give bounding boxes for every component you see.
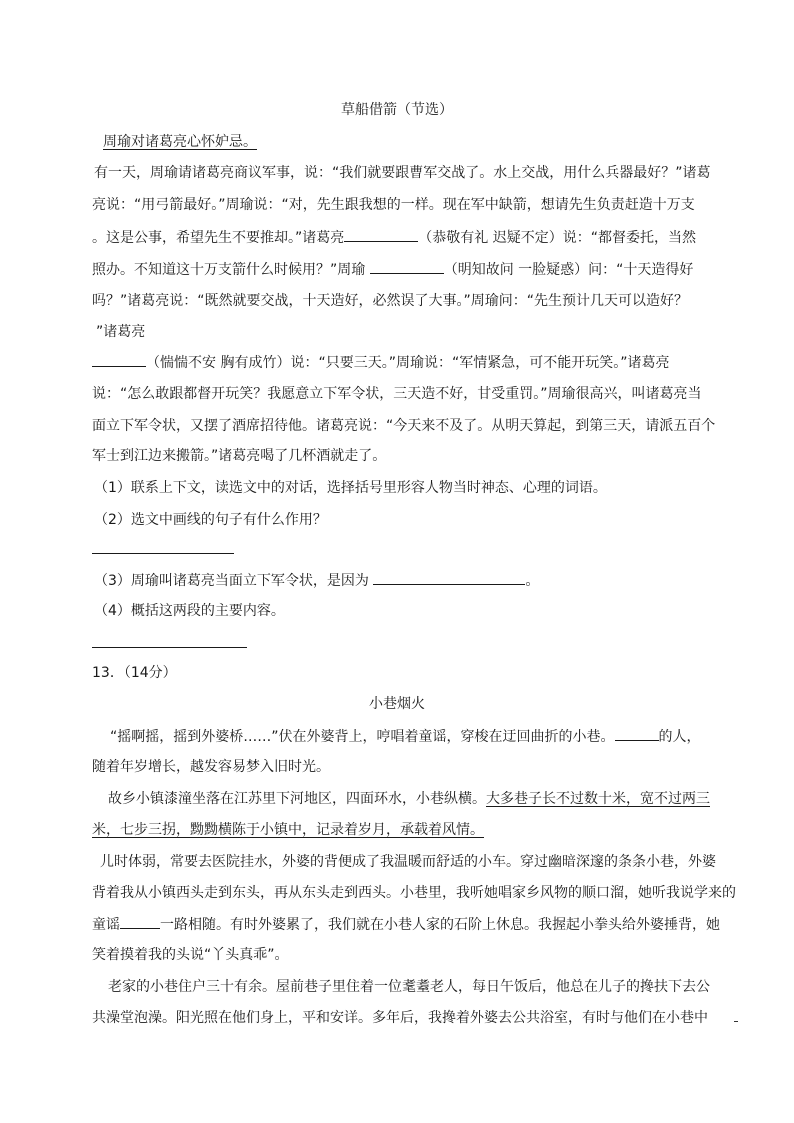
passage-line-1: 有一天，周瑜请诸葛亮商议军事，说：“我们就要跟曹军交战了。水上交战，用什么兵器最好？”诸葛 (94, 165, 711, 181)
article-p3-line-3-text: 童谣 (92, 917, 120, 933)
article-p1-line-1-end: 的人， (658, 729, 701, 745)
passage-line-2: 亮说：“用弓箭最好。”周瑜说：“对，先生跟我想的一样。现在军中缺箭，想请先生负责赶造十万支 (92, 197, 695, 213)
passage-title: 草船借箭（节选） (341, 102, 453, 118)
question-13-number: 13．（14分） (92, 665, 177, 681)
answer-blank-3[interactable] (92, 352, 146, 367)
question-1: （1）联系上下文，读选文中的对话，选择括号里形容人物当时神态、心理的词语。 (94, 480, 607, 496)
passage-line-8: 说：“怎么敢跟都督开玩笑？我愿意立下军令状，三天造不好，甘受重罚。”周瑜很高兴，叫诸葛亮当 (92, 386, 702, 402)
answer-blank-5[interactable] (120, 914, 160, 929)
article-p4-line-2: 共澡堂泡澡。阳光照在他们身上，平和安详。多年后，我搀着外婆去公共浴室，有时与他们在小巷中 (92, 1010, 708, 1026)
page-mark (734, 1021, 738, 1022)
article-title: 小巷烟火 (369, 696, 425, 712)
passage-line-4 (92, 259, 693, 280)
passage-line-3 (92, 227, 696, 248)
article-p3-line-3 (92, 914, 720, 935)
answer-blank-q3[interactable] (373, 570, 525, 585)
article-p1-line-1 (110, 726, 701, 747)
article-p1-line-2: 随着年岁增长，越发容易梦入旧时光。 (92, 759, 330, 775)
answer-blank-2[interactable] (370, 259, 444, 274)
passage-line-7-after: （惴惴不安 胸有成竹）说：“只要三天。”周瑜说：“军情紧急，可不能开玩笑。”诸葛亮 (146, 355, 670, 371)
article-p2-line-1-plain: 故乡小镇漆潼坐落在江苏里下河地区，四面环水，小巷纵横。 (108, 791, 486, 807)
passage-line-4-after: （明知故问 一脸疑惑）问：“十天造得好 (443, 262, 694, 278)
passage-line-3-before: 。这是公事，希望先生不要推却。”诸葛亮 (92, 230, 345, 246)
question-4: （4）概括这两段的主要内容。 (94, 603, 285, 619)
underlined-passage-part-1: 大多巷子长不过数十米，宽不过两三 (486, 791, 710, 807)
article-p3-line-2: 背着我从小镇西头走到东头，再从东头走到西头。小巷里，我听她唱家乡风物的顺口溜，她听我说学来的 (92, 885, 736, 901)
passage-line-3-after: （恭敬有礼 迟疑不定）说：“都督委托，当然 (418, 230, 696, 246)
question-3 (94, 570, 539, 591)
answer-line-q4[interactable] (92, 647, 247, 648)
article-p1-line-1-text: “摇啊摇，摇到外婆桥……”伏在外婆背上，哼唱着童谣，穿梭在迂回曲折的小巷。 (110, 729, 615, 745)
passage-line-5: 吗？”诸葛亮说：“既然就要交战，十天造好，必然误了大事。”周瑜问：“先生预计几天可以造好？ (92, 293, 689, 309)
answer-line-q2[interactable] (92, 553, 234, 554)
article-p2-line-1 (108, 789, 710, 809)
article-p3-line-1: 儿时体弱，常要去医院挂水，外婆的背便成了我温暖而舒适的小车。穿过幽暗深邃的条条小巷，外婆 (100, 854, 716, 870)
question-3-text: （3）周瑜叫诸葛亮当面立下军令状，是因为 (94, 573, 374, 589)
passage-line-7 (92, 352, 669, 373)
question-3-end: 。 (525, 573, 540, 589)
underlined-sentence: 周瑜对诸葛亮心怀妒忌。 (103, 134, 257, 150)
passage-line-6: ”诸葛亮 (96, 324, 146, 340)
answer-blank-4[interactable] (615, 726, 659, 741)
passage-line-9: 面立下军令状，又摆了酒席招待他。诸葛亮说：“今天来不及了。从明天算起，到第三天，请派五百个 (92, 418, 716, 434)
article-p3-line-4: 笑着摸着我的头说“丫头真乖”。 (92, 947, 289, 963)
passage-line-4-before: 照办。不知道这十万支箭什么时候用？”周瑜 (92, 262, 370, 278)
passage-line-10: 军士到江边来搬箭。”诸葛亮喝了几杯酒就走了。 (92, 448, 387, 464)
question-2: （2）选文中画线的句子有什么作用？ (94, 512, 327, 528)
answer-blank-1[interactable] (344, 227, 418, 242)
article-p3-line-3-end: 一路相随。有时外婆累了，我们就在小巷人家的石阶上休息。我握起小拳头给外婆捶背，她 (160, 917, 720, 933)
article-p4-line-1: 老家的小巷住户三十有余。屋前巷子里住着一位耄耋老人，每日午饭后，他总在儿子的搀扶下去公 (108, 979, 710, 995)
underlined-passage-part-2: 米，七步三拐，黝黝横陈于小镇中，记录着岁月，承载着风情。 (92, 822, 484, 838)
